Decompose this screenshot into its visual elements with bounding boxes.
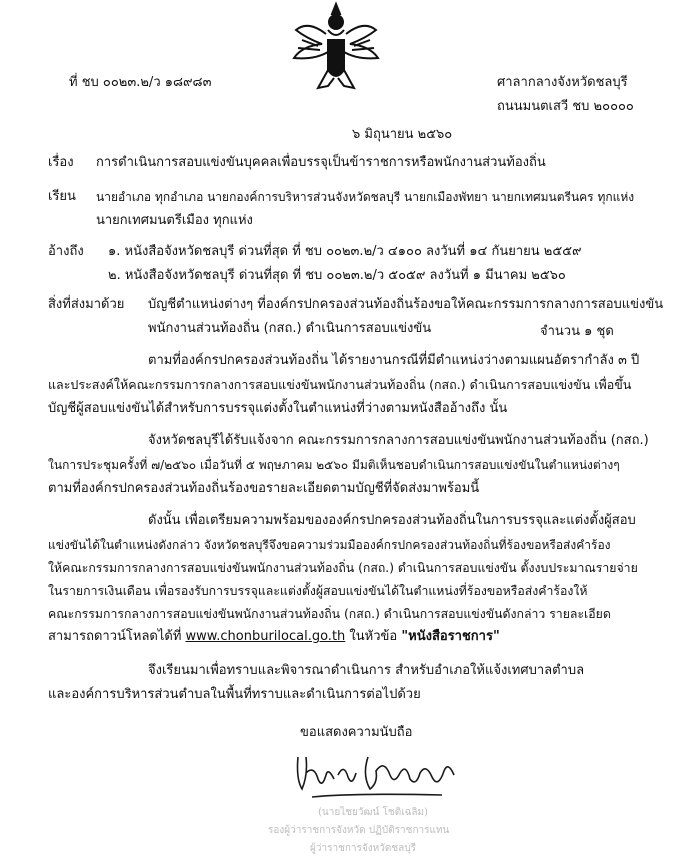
paragraph-1-line-1: ตามที่องค์กรปกครองส่วนท้องถิ่น ได้รายงานกรณีที่มีตำแหน่งว่างตามแผนอัตรากำลัง ๓ ปี — [148, 353, 640, 368]
closing-salutation: ขอแสดงความนับถือ — [300, 725, 413, 740]
letter-date: ๖ มิถุนายน ๒๕๖๐ — [352, 127, 453, 142]
paragraph-2-line-2: ในการประชุมครั้งที่ ๗/๒๕๖๐ เมื่อวันที่ ๕ พฤษภาคม ๒๕๖๐ มีมติเห็นชอบดำเนินการสอบแข่งขันในตำแหน่งต่างๆ — [48, 458, 620, 472]
enclosure-line-2: พนักงานส่วนท้องถิ่น (กสถ.) ดำเนินการสอบแข่งขัน — [148, 321, 432, 336]
enclosure-label: สิ่งที่ส่งมาด้วย — [48, 297, 125, 312]
paragraph-4-line-1: จึงเรียนมาเพื่อทราบและพิจารณาดำเนินการ สำหรับอำเภอให้แจ้งเทศบาลตำบล — [148, 663, 585, 678]
recipient-label: เรียน — [48, 189, 76, 204]
garuda-emblem-icon — [288, 0, 384, 96]
paragraph-2-line-3: ตามที่องค์กรปกครองส่วนท้องถิ่นร้องขอรายละเอียดตามบัญชีที่จัดส่งมาพร้อมนี้ — [48, 481, 480, 496]
recipient-line-2: นายกเทศมนตรีเมือง ทุกแห่ง — [96, 213, 253, 228]
subject-label: เรื่อง — [48, 155, 74, 170]
download-prefix: สามารถดาวน์โหลดได้ที่ — [48, 629, 182, 644]
office-name: ศาลากลางจังหวัดชลบุรี — [497, 75, 628, 90]
reference-label: อ้างถึง — [48, 244, 84, 259]
topic-name: "หนังสือราชการ" — [401, 629, 500, 644]
subject-text: การดำเนินการสอบแข่งขันบุคคลเพื่อบรรจุเป็นข้าราชการหรือพนักงานส่วนท้องถิ่น — [96, 155, 546, 170]
reference-number: ที่ ชบ ๐๐๒๓.๒/ว ๑๘๙๘๓ — [69, 75, 212, 90]
enclosure-line-1: บัญชีตำแหน่งต่างๆ ที่องค์กรปกครองส่วนท้องถิ่นร้องขอให้คณะกรรมการกลางการสอบแข่งขัน — [148, 297, 664, 312]
paragraph-2-line-1: จังหวัดชลบุรีได้รับแจ้งจาก คณะกรรมการกลางการสอบแข่งขันพนักงานส่วนท้องถิ่น (กสถ.) — [148, 433, 649, 448]
paragraph-3-line-1: ดังนั้น เพื่อเตรียมความพร้อมขององค์กรปกครองส่วนท้องถิ่นในการบรรจุและแต่งตั้งผู้สอบ — [148, 513, 636, 528]
reference-item-1: ๑. หนังสือจังหวัดชลบุรี ด่วนที่สุด ที่ ชบ ๐๐๒๓.๒/ว ๔๑๐๐ ลงวันที่ ๑๔ กันยายน ๒๕๕๙ — [108, 244, 582, 259]
paragraph-3-line-6 — [48, 628, 500, 646]
paragraph-3-line-3: ให้คณะกรรมการกลางการสอบแข่งขันพนักงานส่วนท้องถิ่น (กสถ.) ดำเนินการสอบแข่งขัน ตั้งงบประมาณรายจ่าย — [48, 561, 638, 575]
recipient-line-1: นายอำเภอ ทุกอำเภอ นายกองค์การบริหารส่วนจังหวัดชลบุรี นายกเมืองพัทยา นายกเทศมนตรีนคร ทุกแห่ง — [96, 190, 635, 204]
paragraph-1-line-3: บัญชีผู้สอบแข่งขันได้สำหรับการบรรจุแต่งตั้งในตำแหน่งที่ว่างตามหนังสืออ้างถึง นั้น — [48, 401, 508, 416]
paragraph-4-line-2: และองค์การบริหารส่วนตำบลในพื้นที่ทราบและดำเนินการต่อไปด้วย — [48, 687, 421, 702]
topic-prefix: ในหัวข้อ — [349, 629, 398, 644]
paragraph-3-line-5: คณะกรรมการกลางการสอบแข่งขันพนักงานส่วนท้องถิ่น (กสถ.) ดำเนินการสอบแข่งขันดังกล่าว รายละเอียด — [48, 607, 611, 621]
signer-title: รองผู้ว่าราชการจังหวัด ปฏิบัติราชการแทน — [268, 825, 450, 836]
download-link[interactable]: www.chonburilocal.go.th — [185, 629, 346, 644]
paragraph-3-line-4: ในรายการเงินเดือน เพื่อรองรับการบรรจุและแต่งตั้งผู้สอบแข่งขันได้ในตำแหน่งที่ร้องขอหรือส่งคำร้องให้ — [48, 584, 588, 598]
signature-icon — [292, 745, 462, 805]
enclosure-quantity: จำนวน ๑ ชุด — [540, 324, 614, 339]
signer-office: ผู้ว่าราชการจังหวัดชลบุรี — [310, 843, 416, 854]
office-address: ถนนมนตเสวี ชบ ๒๐๐๐๐ — [497, 99, 634, 114]
reference-item-2: ๒. หนังสือจังหวัดชลบุรี ด่วนที่สุด ที่ ชบ ๐๐๒๓.๒/ว ๕๐๕๙ ลงวันที่ ๑ มีนาคม ๒๕๖๐ — [108, 268, 566, 283]
signer-name: (นายไชยวัฒน์ โชติเฉลิม) — [318, 807, 429, 818]
paragraph-3-line-2: แข่งขันได้ในตำแหน่งดังกล่าว จังหวัดชลบุรีจึงขอความร่วมมือองค์กรปกครองส่วนท้องถิ่นที่ร้องขอหรือส่งคำร้อง — [48, 538, 611, 552]
paragraph-1-line-2: และประสงค์ให้คณะกรรมการกลางการสอบแข่งขันพนักงานส่วนท้องถิ่น (กสถ.) ดำเนินการสอบแข่งขัน เพื่อขึ้น — [48, 377, 632, 392]
